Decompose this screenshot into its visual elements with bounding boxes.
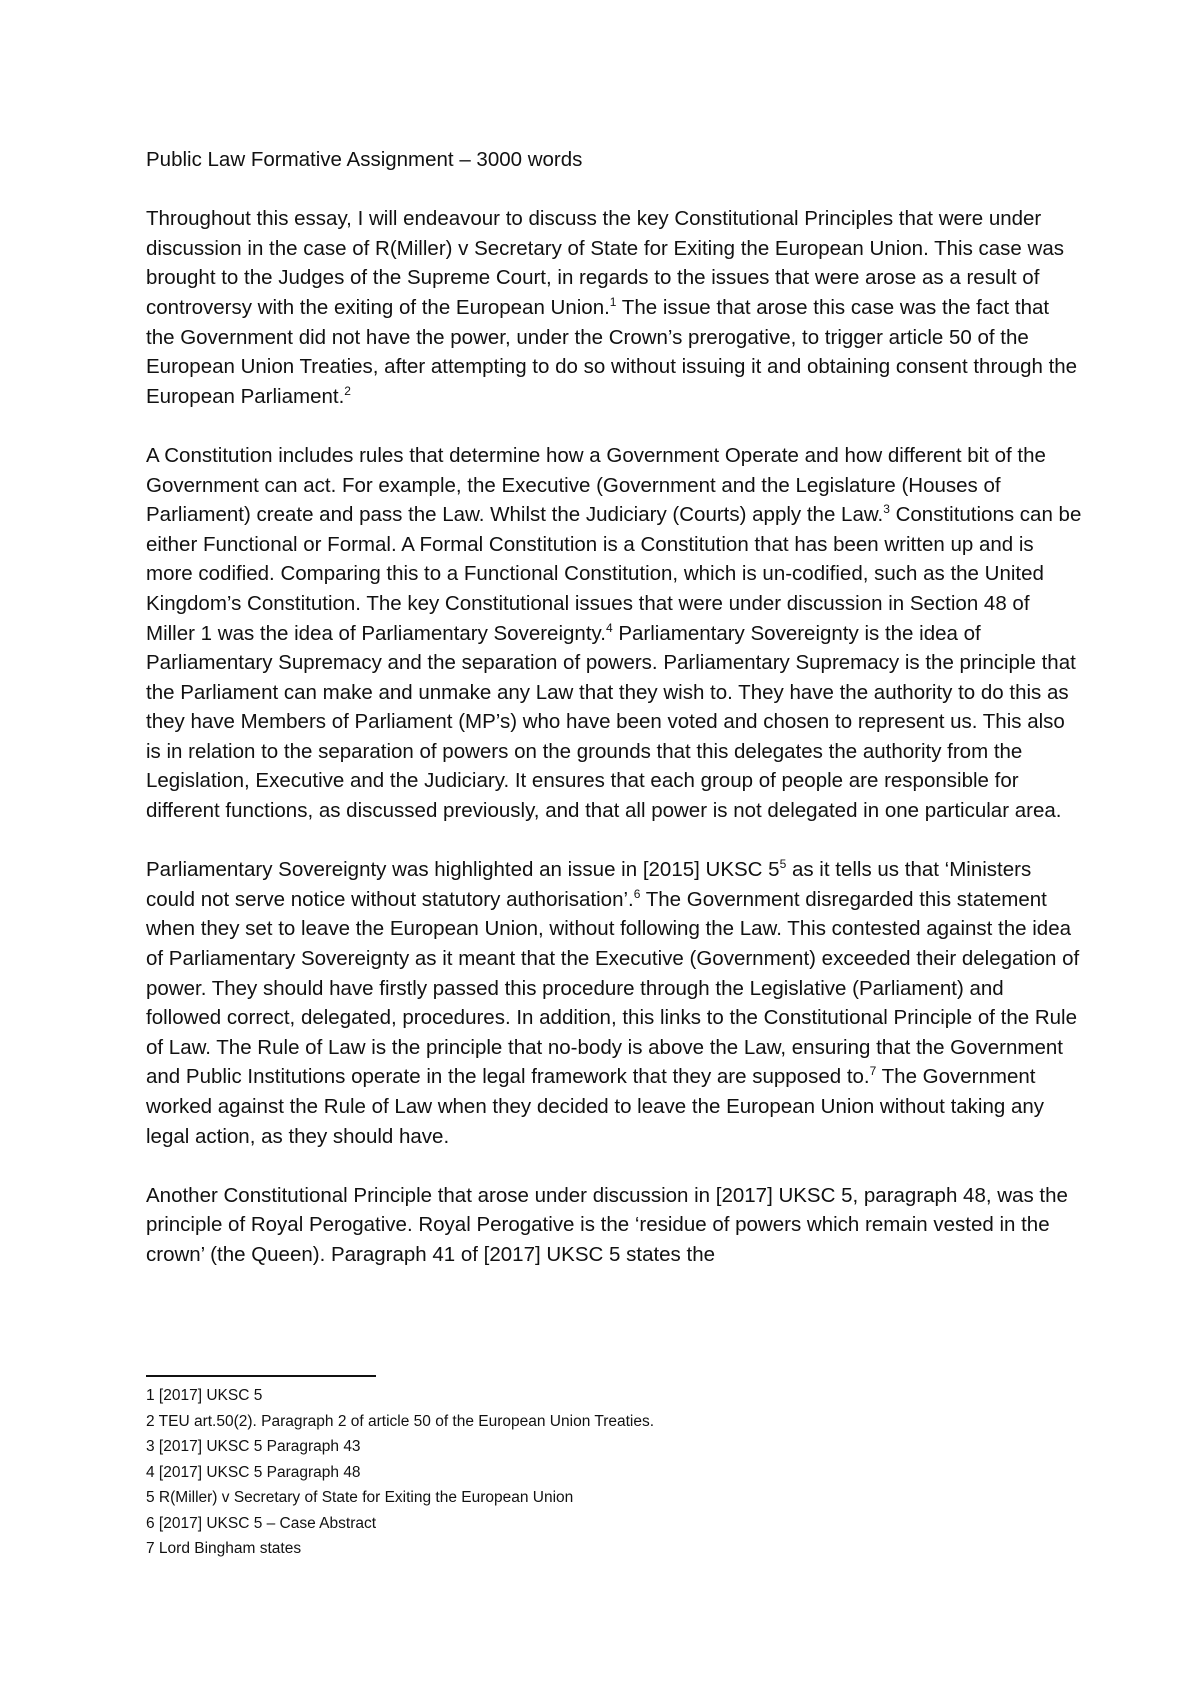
footnote-item: 6 [2017] UKSC 5 – Case Abstract [146,1514,377,1532]
paragraph-3 [146,855,1082,1151]
paragraph-text: Parliamentary Sovereignty was highlighted an issue in [2015] UKSC 5 [146,858,780,882]
paragraph-text: as it tells us that ‘Ministers could not serve notice without statutory authorisation’. [146,858,1032,911]
paragraph-text: Parliamentary Sovereignty is the idea of Parliamentary Supremacy and the separation of powers. Parliamentary Supremacy is the principle that the Parliament can make and unmake any Law that they wish to. They have the authority to do this as they have Members of Parliament (MP’s) who have been voted and chosen to represent us. This also is in relation to the separation of powers on the grounds that this delegates the authority from the Legislation, Executive and the Judiciary. It ensures that each group of people are responsible for different functions, as discussed previously, and that all power is not delegated in one particular area. [146,621,1076,823]
paragraph-text: Another Constitutional Principle that arose under discussion in [2017] UKSC 5, paragraph 48, was the principle of Royal Perogative. Royal Perogative is the ‘residue of powers which remain vested in the crown’ (the Queen). Paragraph 41 of [2017] UKSC 5 states the [146,1183,1068,1266]
footnote-item: 1 [2017] UKSC 5 [146,1387,263,1404]
paragraph-1 [146,204,1082,411]
footnote-item: 3 [2017] UKSC 5 Paragraph 43 [146,1438,361,1455]
document-title: Public Law Formative Assignment – 3000 words [146,148,583,171]
paragraph-2 [146,441,1082,826]
footnote-item: 4 [2017] UKSC 5 Paragraph 48 [146,1463,361,1481]
footnote-reference[interactable]: 7 [869,1064,877,1079]
footnote-item: 7 Lord Bingham states [146,1540,302,1557]
paragraph-text: Constitutions can be either Functional or Formal. A Formal Constitution is a Constitution that has been written up and is more codified. Comparing this to a Functional Constitution, which is un-codified, such as the United Kingdom’s Constitution. The key Constitutional issues that were under discussion in Section 48 of Miller 1 was the idea of Parliamentary Sovereignty. [146,503,1082,645]
footnote-reference[interactable]: 4 [605,620,613,635]
footnote-reference[interactable]: 6 [633,887,641,902]
paragraph-text: The Government disregarded this statement when they set to leave the European Union, without following the Law. This contested against the idea of Parliamentary Sovereignty as it meant that the Executive (Government) exceeded their delegation of power. They should have firstly passed this procedure through the Legislative (Parliament) and followed correct, delegated, procedures. In addition, this links to the Constitutional Principle of the Rule of Law. The Rule of Law is the principle that no-body is above the Law, ensuring that the Government and Public Institutions operate in the legal framework that they are supposed to. [146,887,1080,1089]
footnote-reference[interactable]: 5 [779,857,787,872]
footnote-reference[interactable]: 3 [883,502,890,517]
footnote-reference[interactable]: 1 [609,295,617,310]
footnote-reference[interactable]: 2 [344,383,351,398]
document-body [146,145,1082,1270]
paragraph-text: Throughout this essay, I will endeavour to discuss the key Constitutional Principles that were under discussion in the case of R(Miller) v Secretary of State for Exiting the European Union. This case was brought to the Judges of the Supreme Court, in regards to the issues that were arose as a result of controversy with the exiting of the European Union. [146,207,1064,319]
paragraph-text: The Government worked against the Rule of Law when they decided to leave the European Union without taking any legal action, as they should have. [146,1065,1045,1148]
footnotes-section [146,1375,1046,1562]
footnote-separator [146,1375,376,1377]
paragraph-4 [146,1181,1082,1270]
footnote-item: 5 R(Miller) v Secretary of State for Exiting the European Union [146,1489,574,1506]
paragraph-text: The issue that arose this case was the fact that the Government did not have the power, under the Crown’s prerogative, to trigger article 50 of the European Union Treaties, after attempting to do so without issuing it and obtaining consent through the European Parliament. [146,295,1078,408]
footnote-item: 2 TEU art.50(2). Paragraph 2 of article 50 of the European Union Treaties. [146,1412,655,1430]
paragraph-text: A Constitution includes rules that determine how a Government Operate and how different bit of the Government can act. For example, the Executive (Government and the Legislature (Houses of Parliament) create and pass the Law. Whilst the Judiciary (Courts) apply the Law. [146,443,1046,527]
